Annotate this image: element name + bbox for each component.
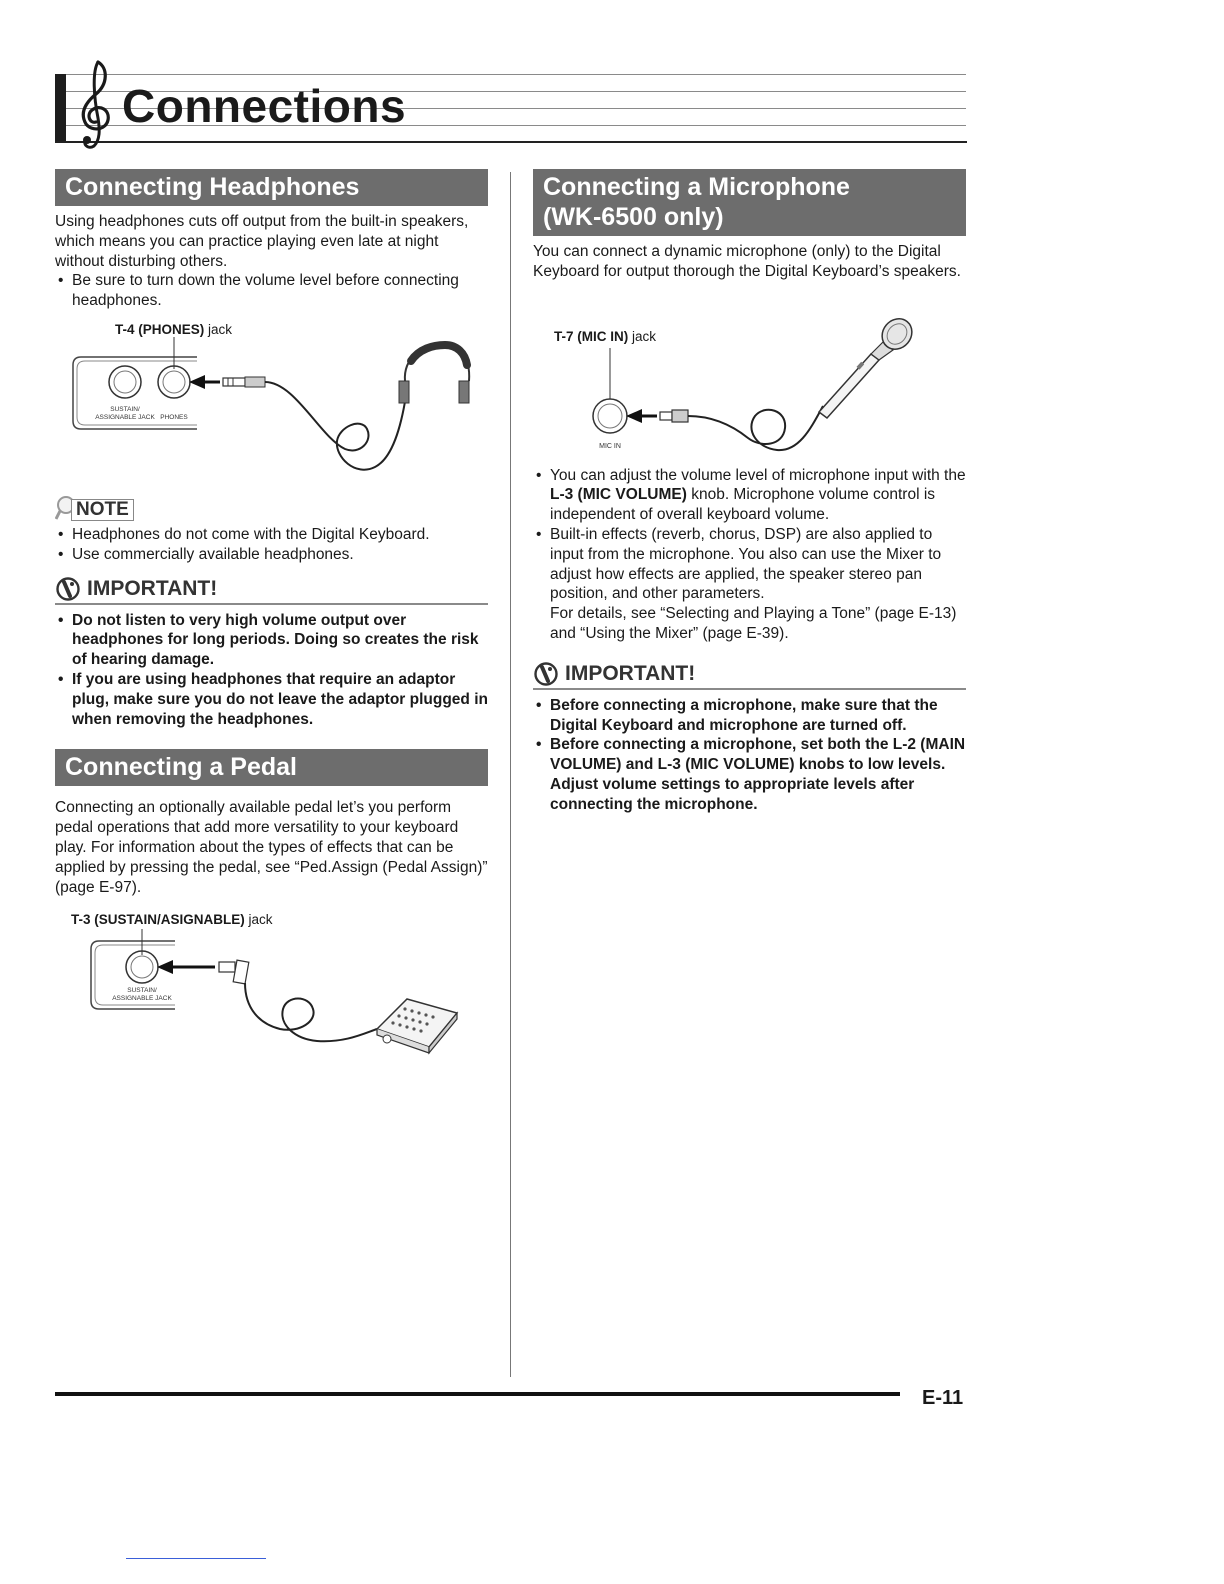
list-item: • Use commercially available headphones. (55, 545, 488, 565)
pedal-intro: Connecting an optionally available pedal let’s you perform pedal operations that add more versatility to your keyboard play. For information about the types of effects that can be applied by pressing the pedal, see “Ped.Assign (Pedal Assign)” (page E-97). (55, 799, 488, 896)
list-item: • If you are using headphones that require an adaptor plug, make sure you do not leave the adaptor plugged in when removing the headphones. (55, 670, 488, 729)
port-label-mic-in: MIC IN (599, 442, 621, 450)
section-heading-headphones: Connecting Headphones (55, 169, 488, 206)
important-label: IMPORTANT! (87, 576, 218, 600)
section-heading-pedal: Connecting a Pedal (55, 749, 488, 786)
important-label: IMPORTANT! (565, 661, 696, 685)
list-item: • Be sure to turn down the volume level before connecting headphones. (55, 271, 488, 311)
port-label-assignable: ASSIGNABLE JACK (112, 995, 172, 1003)
note-label: NOTE (71, 499, 134, 521)
phones-jack-label: T-4 (PHONES) jack (115, 321, 233, 337)
important-block-headphones (55, 575, 488, 730)
port-label-sustain: SUSTAIN/ (127, 987, 157, 995)
important-heading (55, 575, 488, 605)
left-column (55, 169, 488, 1061)
note-heading (55, 493, 488, 521)
important-bullets (533, 696, 966, 815)
microphone-bullets (533, 466, 966, 644)
warning-hand-icon (533, 661, 559, 687)
important-bullets (55, 611, 488, 730)
headphones-intro: Using headphones cuts off output from the built-in speakers, which means you can practice playing even late at night without disturbing others. (55, 213, 469, 270)
column-divider (510, 172, 511, 1377)
note-block (55, 493, 488, 565)
note-bullets (55, 525, 488, 565)
pedal-figure (55, 911, 488, 1061)
list-item: • Built-in effects (reverb, chorus, DSP) are also applied to input from the microphone. You also can use the Mixer to adjust how effects are applied, the speaker stereo pan position, and other parameters. For details, see “Selecting and Playing a Tone” (page E-13) and “Using the Mixer” (page E-39). (533, 525, 966, 644)
port-label-sustain: SUSTAIN/ (110, 405, 140, 413)
staff-base-line (55, 141, 967, 143)
microphone-intro: You can connect a dynamic microphone (only) to the Digital Keyboard for output thorough the Digital Keyboard’s speakers. (533, 243, 961, 280)
list-item: • Before connecting a microphone, make sure that the Digital Keyboard and microphone are turned off. (533, 696, 966, 736)
page-title: Connections (122, 80, 407, 132)
title-bar-accent (55, 74, 66, 142)
page-number: E-11 (922, 1387, 964, 1409)
section-heading-microphone: Connecting a Microphone (WK-6500 only) (533, 169, 966, 236)
staff-line (66, 74, 966, 75)
list-item: • Before connecting a microphone, set both the L-2 (MAIN VOLUME) and L-3 (MIC VOLUME) knobs to low levels. Adjust volume settings to appropriate levels after connecting the microphone. (533, 735, 966, 814)
list-item: • Do not listen to very high volume output over headphones for long periods. Doing so creates the risk of hearing damage. (55, 611, 488, 670)
list-item: • Headphones do not come with the Digital Keyboard. (55, 525, 488, 545)
warning-hand-icon (55, 576, 81, 602)
port-label-assignable: ASSIGNABLE JACK (95, 413, 155, 421)
mic-jack-label: T-7 (MIC IN) jack (554, 328, 657, 344)
sustain-jack-label: T-3 (SUSTAIN/ASIGNABLE) jack (71, 912, 273, 928)
footer-rule (55, 1392, 900, 1396)
right-column (533, 169, 966, 815)
headphones-figure (55, 321, 488, 491)
list-item: • You can adjust the volume level of microphone input with the L-3 (MIC VOLUME) knob. Microphone volume control is independent of overall keyboard volume. (533, 466, 966, 525)
blue-underline (126, 1558, 266, 1559)
treble-clef-icon (74, 58, 118, 154)
microphone-figure (533, 298, 966, 458)
important-block-microphone (533, 660, 966, 815)
microphone-diagram (533, 298, 966, 458)
important-heading (533, 660, 966, 690)
headphones-bullets (55, 271, 488, 311)
pedal-diagram (55, 929, 488, 1061)
port-label-phones: PHONES (160, 413, 188, 421)
headphones-diagram (55, 337, 488, 487)
